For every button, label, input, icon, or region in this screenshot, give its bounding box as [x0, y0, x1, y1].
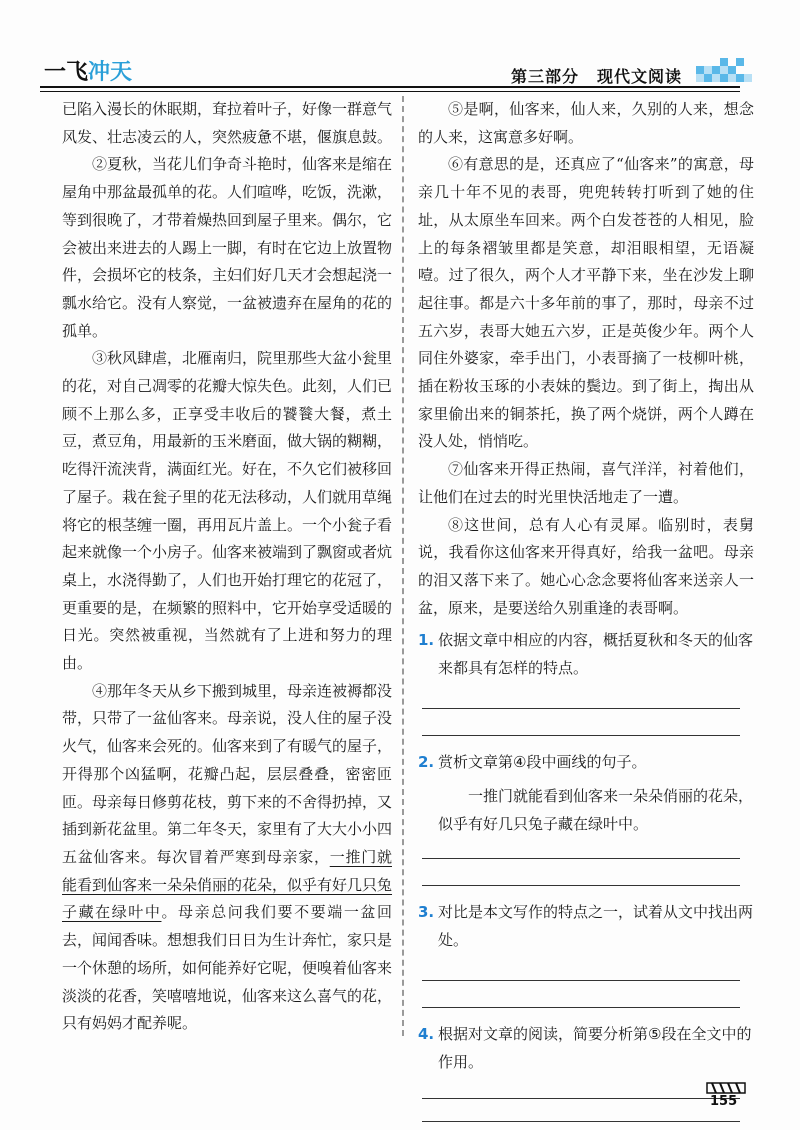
question-text: 依据文章中相应的内容，概括夏秋和冬天的仙客来都具有怎样的特点。	[438, 631, 754, 678]
page-number-text: 155	[710, 1094, 738, 1109]
question-2	[418, 748, 754, 838]
question-number: 3.	[418, 903, 435, 922]
clapper-icon	[706, 1080, 746, 1094]
underlined-sentence: 一推门就能看到仙客来一朵朵俏丽的花朵，似乎有好几只兔子藏在绿叶中	[62, 847, 393, 922]
paragraph-1-end: 已陷入漫长的休眠期，耷拉着叶子，好像一群意气风发、壮志凌云的人，突然疲惫不堪，偃旗息鼓。	[62, 100, 393, 146]
checker-decoration-icon	[696, 56, 752, 90]
paragraph-5: ⑤是啊，仙客来，仙人来，久别的人来，想念的人来，这寓意多好啊。	[418, 100, 754, 146]
logo-suffix: 冲天	[88, 60, 133, 85]
paragraph-3: ③秋风肆虐，北雁南归，院里那些大盆小瓮里的花，对自己凋零的花瓣大惊失色。此刻，人们已顾不上那么多，正享受丰收后的饕餮大餐，煮土豆，煮豆角，用最新的玉米磨面，做大锅的糊糊，吃得汗流浃背，满面红光。好在，不久它们被移回了屋子。栽在瓮子里的花无法移动，人们就用草绳将它的根茎缠一圈，再用瓦片盖上。一个小瓮子看起来就像一个小房子。仙客来被端到了飘窗或者炕桌上，水浇得勤了，人们也开始打理它的花冠了，更重要的是，在频繁的照料中，它开始享受适暖的日光。突然被重视，当然就有了上进和努力的理由。	[62, 349, 393, 673]
paragraph-8: ⑧这世间，总有人心有灵犀。临别时，表舅说，我看你这仙客来开得真好，给我一盆吧。母亲的泪又落下来了。她心心念念要将仙客来送亲人一盆，原来，是要送给久别重逢的表哥啊。	[418, 515, 754, 617]
question-4	[418, 1020, 754, 1076]
section-label: 现代文阅读	[596, 67, 682, 86]
paragraph-7: ⑦仙客来开得正热闹，喜气洋洋，衬着他们，让他们在过去的时光里快活地走了一遭。	[418, 460, 754, 506]
right-column	[418, 96, 754, 1122]
part-label: 第三部分	[510, 67, 579, 86]
answer-line[interactable]	[422, 1121, 740, 1122]
paragraph-4-after: 。母亲总问我们要不要端一盆回去，闻闻香味。想想我们日日为生计奔忙，家只是一个休憩的场所，如何能养好它呢，便嗅着仙客来淡淡的花香，笑嘻嘻地说，仙客来这么喜气的花，只有妈妈才配养呢。	[62, 903, 393, 1033]
series-logo	[44, 55, 132, 86]
question-quote: 一推门就能看到仙客来一朵朵俏丽的花朵，似乎有好几只兔子藏在绿叶中。	[438, 787, 754, 834]
header-rule-thin	[40, 91, 740, 92]
section-title	[511, 64, 682, 87]
page-header	[0, 0, 800, 100]
question-text: 根据对文章的阅读，简要分析第⑤段在全文中的作用。	[438, 1025, 752, 1072]
paragraph-4-before: ④那年冬天从乡下搬到城里，母亲连被褥都没带，只带了一盆仙客来。母亲说，没人住的屋子没火气，仙客来会死的。仙客来到了有暖气的屋子，开得那个凶猛啊，花瓣凸起，层层叠叠，密密匝匝。母亲每日修剪花枝，剪下来的不舍得扔掉，又插到新花盆里。第二年冬天，家里有了大大小小四五盆仙客来。每次冒着严寒到母亲家，	[62, 681, 393, 866]
question-text: 对比是本文写作的特点之一，试着从文中找出两处。	[438, 903, 754, 950]
question-3	[418, 898, 754, 954]
question-text: 赏析文章第④段中画线的句子。	[438, 753, 647, 772]
logo-prefix: 一飞	[44, 60, 89, 85]
column-divider	[402, 96, 404, 1036]
question-number: 4.	[418, 1025, 435, 1044]
question-number: 2.	[418, 753, 435, 772]
paragraph-2: ②夏秋，当花儿们争奇斗艳时，仙客来是缩在屋角中那盆最孤单的花。人们喧哗，吃饭，洗漱，等到很晚了，才带着燥热回到屋子里来。偶尔，它会被出来进去的人踢上一脚，有时在它边上放置物件，会损坏它的枝条，主妇们好几天才会想起浇一瓢水给它。没有人察觉，一盆被遗弃在屋角的花的孤单。	[62, 155, 393, 340]
left-column	[62, 96, 392, 1038]
header-rule	[40, 86, 740, 88]
paragraph-4	[62, 678, 392, 1038]
paragraph-6: ⑥有意思的是，还真应了“仙客来”的寓意，母亲几十年不见的表哥，兜兜转转打听到了她的住址，从太原坐车回来。两个白发苍苍的人相见，脸上的每条褶皱里都是笑意，却泪眼相望，无语凝噎。过了很久，两个人才平静下来，坐在沙发上聊起往事。都是六十多年前的事了，那时，母亲不过五六岁，表哥大她五六岁，正是英俊少年。两个人同住外婆家，牵手出门，小表哥摘了一枝柳叶桃，插在粉妆玉琢的小表妹的鬓边。到了街上，掏出从家里偷出来的铜茶托，换了两个烧饼，两个人蹲在没人处，悄悄吃。	[418, 155, 754, 451]
question-1	[418, 626, 754, 682]
page-number	[706, 1080, 746, 1110]
question-number: 1.	[418, 631, 435, 650]
